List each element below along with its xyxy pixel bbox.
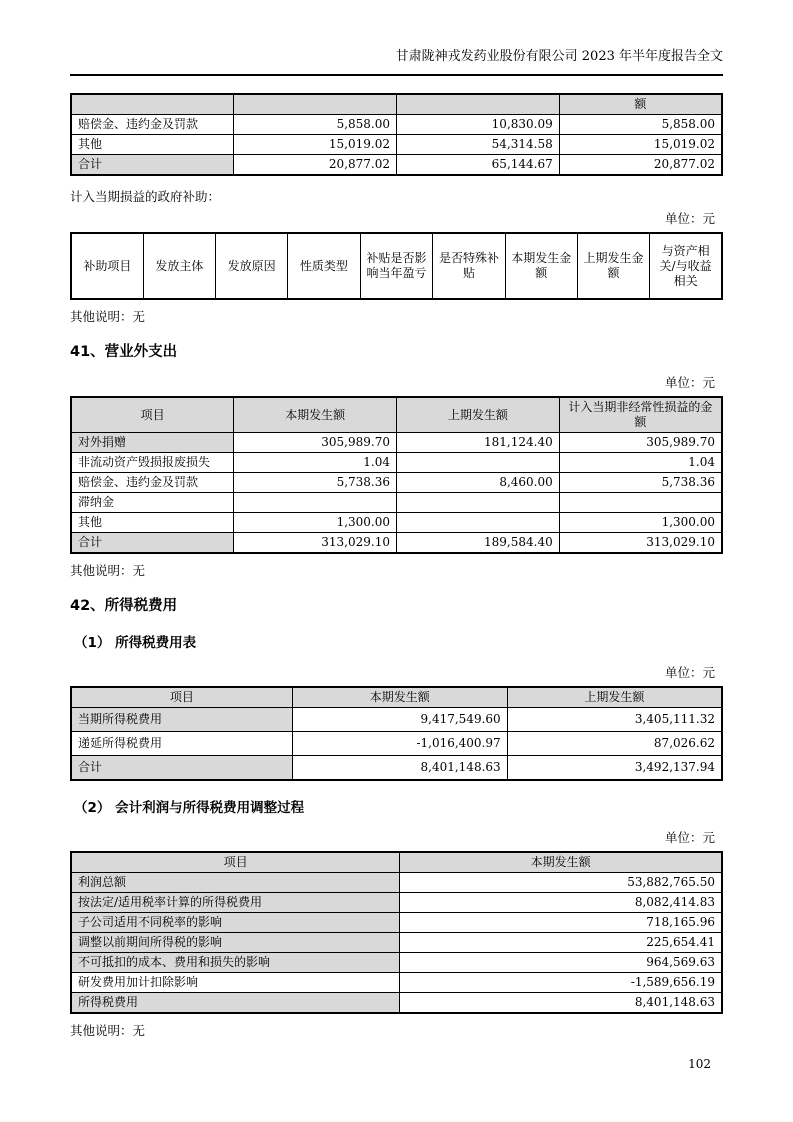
cell-value: 1,300.00 (234, 513, 397, 533)
cell-value (559, 493, 722, 513)
cell-value: 1.04 (559, 453, 722, 473)
cell-value: 8,460.00 (397, 473, 560, 493)
cell-value: 65,144.67 (397, 155, 560, 176)
cell-value: 305,989.70 (559, 433, 722, 453)
cell-value: 20,877.02 (234, 155, 397, 176)
table-row (71, 115, 722, 135)
cell-value: -1,016,400.97 (292, 732, 507, 756)
column-header (234, 94, 397, 115)
carryover-amounts-table (70, 93, 723, 176)
column-header: 项目 (71, 397, 234, 433)
column-header: 项目 (71, 852, 400, 873)
cell-value (234, 493, 397, 513)
cell-value (397, 513, 560, 533)
column-header: 项目 (71, 687, 292, 708)
row-label: 子公司适用不同税率的影响 (71, 913, 400, 933)
row-label: 研发费用加计扣除影响 (71, 973, 400, 993)
unit-label: 单位：元 (664, 665, 715, 680)
cell-value: 3,492,137.94 (507, 756, 722, 781)
cell-value: 8,401,148.63 (292, 756, 507, 781)
row-label: 对外捐赠 (71, 433, 234, 453)
income-tax-expense-table (70, 686, 723, 781)
cell-value: 181,124.40 (397, 433, 560, 453)
unit-label: 单位：元 (664, 211, 715, 226)
report-title: 甘肃陇神戎发药业股份有限公司 2023 年半年度报告全文 (395, 49, 723, 64)
cell-value: -1,589,656.19 (400, 973, 722, 993)
row-label: 所得税费用 (71, 993, 400, 1014)
row-label: 赔偿金、违约金及罚款 (71, 115, 234, 135)
table-row (71, 453, 722, 473)
row-label: 非流动资产毁损报废损失 (71, 453, 234, 473)
table-row (71, 993, 722, 1014)
column-header: 性质类型 (288, 233, 360, 299)
cell-value: 1,300.00 (559, 513, 722, 533)
cell-value: 5,858.00 (559, 115, 722, 135)
column-header (71, 94, 234, 115)
cell-value: 53,882,765.50 (400, 873, 722, 893)
cell-value: 305,989.70 (234, 433, 397, 453)
cell-value (397, 453, 560, 473)
row-label: 调整以前期间所得税的影响 (71, 933, 400, 953)
other-note: 其他说明：无 (70, 1023, 146, 1038)
cell-value: 9,417,549.60 (292, 708, 507, 732)
row-label: 不可抵扣的成本、费用和损失的影响 (71, 953, 400, 973)
table-row (71, 756, 722, 781)
cell-value: 718,165.96 (400, 913, 722, 933)
government-subsidy-table (70, 232, 723, 300)
running-header (70, 48, 723, 76)
table-row (71, 708, 722, 732)
table-row (71, 473, 722, 493)
column-header: 本期发生额 (400, 852, 722, 873)
row-label: 滞纳金 (71, 493, 234, 513)
column-header: 是否特殊补贴 (433, 233, 505, 299)
column-header (397, 94, 560, 115)
cell-value: 20,877.02 (559, 155, 722, 176)
row-label: 当期所得税费用 (71, 708, 292, 732)
table-row (71, 973, 722, 993)
cell-value: 5,858.00 (234, 115, 397, 135)
table-row (71, 732, 722, 756)
column-header: 本期发生金额 (505, 233, 577, 299)
row-label: 合计 (71, 756, 292, 781)
other-note: 其他说明：无 (70, 309, 146, 324)
table-row (71, 493, 722, 513)
other-note: 其他说明：无 (70, 563, 146, 578)
cell-value: 87,026.62 (507, 732, 722, 756)
non-operating-expenses-table (70, 396, 723, 554)
tax-reconciliation-table (70, 851, 723, 1014)
table-row (71, 953, 722, 973)
column-header: 本期发生额 (234, 397, 397, 433)
cell-value: 5,738.36 (234, 473, 397, 493)
table-row (71, 155, 722, 176)
column-header: 发放原因 (216, 233, 288, 299)
cell-value: 5,738.36 (559, 473, 722, 493)
cell-value: 8,082,414.83 (400, 893, 722, 913)
column-header: 与资产相关/与收益相关 (650, 233, 722, 299)
table-row (71, 533, 722, 554)
row-label: 其他 (71, 135, 234, 155)
cell-value (397, 493, 560, 513)
cell-value: 964,569.63 (400, 953, 722, 973)
row-label: 其他 (71, 513, 234, 533)
column-header: 额 (559, 94, 722, 115)
cell-value: 8,401,148.63 (400, 993, 722, 1014)
column-header: 发放主体 (143, 233, 215, 299)
cell-value: 3,405,111.32 (507, 708, 722, 732)
column-header: 计入当期非经常性损益的金额 (559, 397, 722, 433)
cell-value: 10,830.09 (397, 115, 560, 135)
cell-value: 313,029.10 (559, 533, 722, 554)
cell-value: 15,019.02 (234, 135, 397, 155)
subsection-42-2-heading: （2） 会计利润与所得税费用调整过程 (74, 800, 305, 816)
unit-label: 单位：元 (664, 830, 715, 845)
row-label: 利润总额 (71, 873, 400, 893)
row-label: 递延所得税费用 (71, 732, 292, 756)
table-row (71, 913, 722, 933)
column-header: 上期发生额 (507, 687, 722, 708)
subsidy-intro-text: 计入当期损益的政府补助： (70, 189, 221, 204)
row-label: 合计 (71, 533, 234, 554)
section-42-heading: 42、所得税费用 (70, 598, 178, 614)
column-header: 上期发生金额 (577, 233, 649, 299)
table-row (71, 513, 722, 533)
table-row (71, 933, 722, 953)
cell-value: 225,654.41 (400, 933, 722, 953)
row-label: 按法定/适用税率计算的所得税费用 (71, 893, 400, 913)
table-row (71, 135, 722, 155)
cell-value: 1.04 (234, 453, 397, 473)
cell-value: 15,019.02 (559, 135, 722, 155)
cell-value: 189,584.40 (397, 533, 560, 554)
row-label: 赔偿金、违约金及罚款 (71, 473, 234, 493)
unit-label: 单位：元 (664, 375, 715, 390)
column-header: 补助项目 (71, 233, 143, 299)
cell-value: 313,029.10 (234, 533, 397, 554)
row-label: 合计 (71, 155, 234, 176)
table-row (71, 893, 722, 913)
table-row (71, 873, 722, 893)
column-header: 本期发生额 (292, 687, 507, 708)
table-row (71, 433, 722, 453)
page-number: 102 (688, 1057, 711, 1071)
subsection-42-1-heading: （1） 所得税费用表 (74, 635, 197, 651)
section-41-heading: 41、营业外支出 (70, 344, 178, 360)
column-header: 上期发生额 (397, 397, 560, 433)
column-header: 补贴是否影响当年盈亏 (360, 233, 433, 299)
cell-value: 54,314.58 (397, 135, 560, 155)
